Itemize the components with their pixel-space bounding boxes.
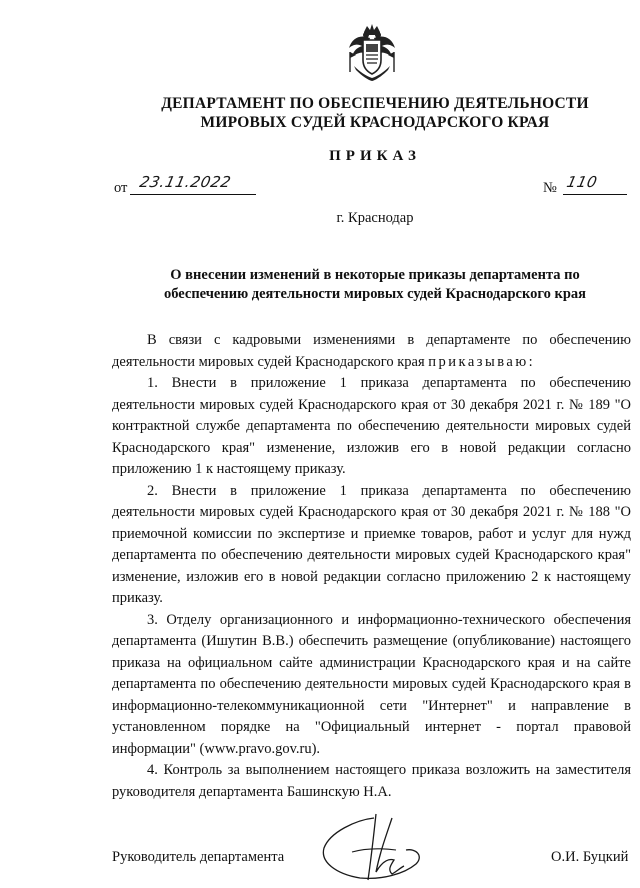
document-body [112,330,631,803]
intro-text: В связи с кадровыми изменениями в департаменте по обеспечению деятельности мировых судей Краснодарского края [112,332,631,370]
subject-line-2: обеспечению деятельности мировых судей Краснодарского края [163,286,587,302]
organization-title-line-2: МИРОВЫХ СУДЕЙ КРАСНОДАРСКОГО КРАЯ [200,114,550,131]
handwritten-signature-icon [316,812,432,884]
number-prefix: № [543,180,557,196]
document-kind: ПРИКАЗ [329,148,421,164]
subject-line-1: О внесении изменений в некоторые приказы департамента по [170,267,580,283]
paragraph-item-2: 2. Внести в приложение 1 приказа департамента по обеспечению деятельности мировых судей Краснодарского края от 30 декабря 2021 г. № 188 "О приемочной комиссии по экспертизе и приемке товаров, работ и услуг для нужд департамента по обеспечению деятельности мировых судей Краснодарского края" изменение, изложив его в новой редакции согласно приложению 2 к настоящему приказу. [112,482,631,606]
paragraph-item-3: 3. Отделу организационного и информационно-технического обеспечения департамента (Ишутин В.В.) обеспечить размещение (опубликование) настоящего приказа на официальном сайте администрации Краснодарского края и на сайте департамента по обеспечению деятельности мировых судей Краснодарского края в информационно-телекоммуникационной сети "Интернет" и направление в установленном порядке на "Официальный интернет - портал правовой информации" (www.pravo.gov.ru). [112,611,631,757]
date-field [130,172,256,195]
number-value: 110 [565,173,600,191]
intro-command: приказываю: [428,353,536,370]
organization-title-line-1: ДЕПАРТАМЕНТ ПО ОБЕСПЕЧЕНИЮ ДЕЯТЕЛЬНОСТИ [161,95,589,112]
paragraph-item-1: 1. Внести в приложение 1 приказа департамента по обеспечению деятельности мировых судей Краснодарского края от 30 декабря 2021 г. № 189 "О контрактной службе департамента по обеспечению деятельности мировых судей Краснодарского края" изменение, изложив его в новой редакции согласно приложению 1 к настоящему приказу. [112,375,631,477]
intro-paragraph [112,330,631,373]
organization-title [110,94,640,132]
date-value: 23.11.2022 [138,173,233,191]
city: г. Краснодар [336,210,414,226]
number-field [563,172,627,195]
paragraph-item-4: 4. Контроль за выполнением настоящего приказа возложить на заместителя руководителя департамента Башинскую Н.А. [112,762,631,800]
document-subject [110,266,640,304]
date-prefix: от [114,180,128,196]
signatory-name: О.И. Буцкий [551,849,629,865]
signatory-role: Руководитель департамента [112,849,285,865]
coat-of-arms-icon [346,22,398,84]
